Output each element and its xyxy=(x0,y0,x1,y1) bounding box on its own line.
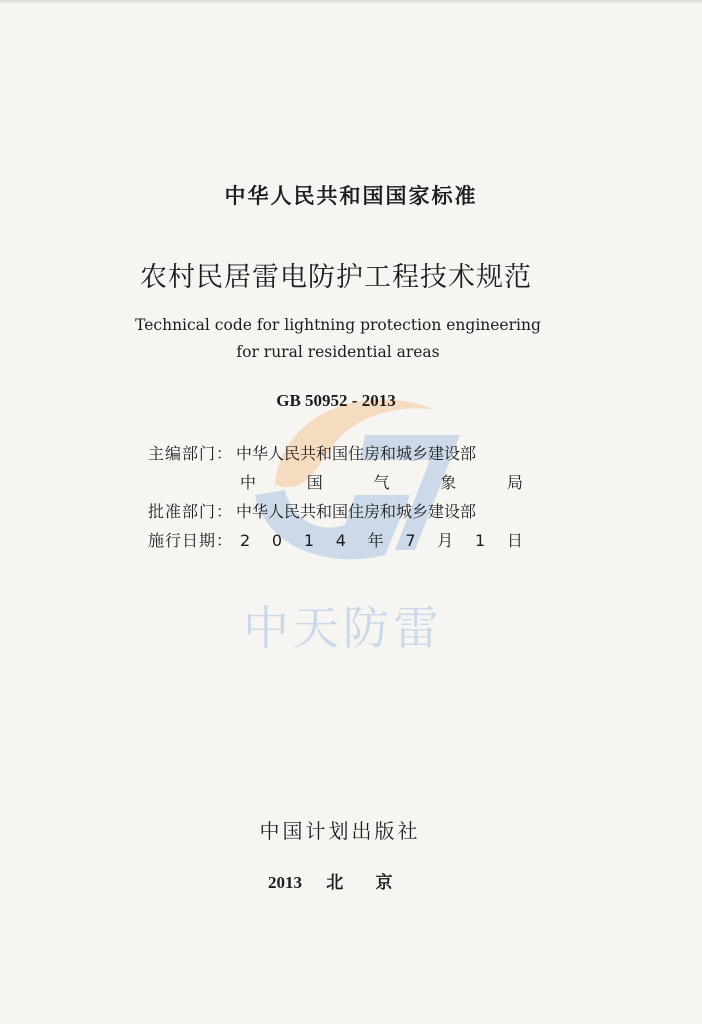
approver-row xyxy=(148,497,528,526)
publication-place xyxy=(268,868,428,893)
editor-label: 主编部门： xyxy=(148,444,234,463)
standard-code: GB 50952 - 2013 xyxy=(276,391,396,410)
editor-row-2 xyxy=(148,468,528,497)
editor-row xyxy=(148,439,528,468)
date-row xyxy=(148,526,528,555)
approver-label: 批准部门： xyxy=(148,502,234,521)
date-value: 2 0 1 4 年 7 月 1 日 xyxy=(240,531,523,550)
watermark-text: 中天防雷 xyxy=(243,601,443,655)
title-english-line-2: for rural residential areas xyxy=(236,343,440,361)
city-char-1: 北 xyxy=(326,873,344,892)
title-english-line-1: Technical code for lightning protection engineering xyxy=(135,316,541,334)
editor-value: 中华人民共和国住房和城乡建设部 xyxy=(236,444,477,463)
publication-year: 2013 xyxy=(268,873,302,892)
scan-edge xyxy=(0,0,702,4)
editor-value-2: 中 国 气 象 局 xyxy=(240,473,523,492)
title-chinese: 农村民居雷电防护工程技术规范 xyxy=(140,262,532,293)
title-english xyxy=(118,312,558,366)
city-char-2: 京 xyxy=(375,873,393,892)
date-label: 施行日期： xyxy=(148,531,234,550)
info-block xyxy=(148,439,528,555)
standard-series: 中华人民共和国国家标准 xyxy=(224,184,478,208)
approver-value: 中华人民共和国住房和城乡建设部 xyxy=(236,502,477,521)
publisher: 中国计划出版社 xyxy=(259,819,421,843)
